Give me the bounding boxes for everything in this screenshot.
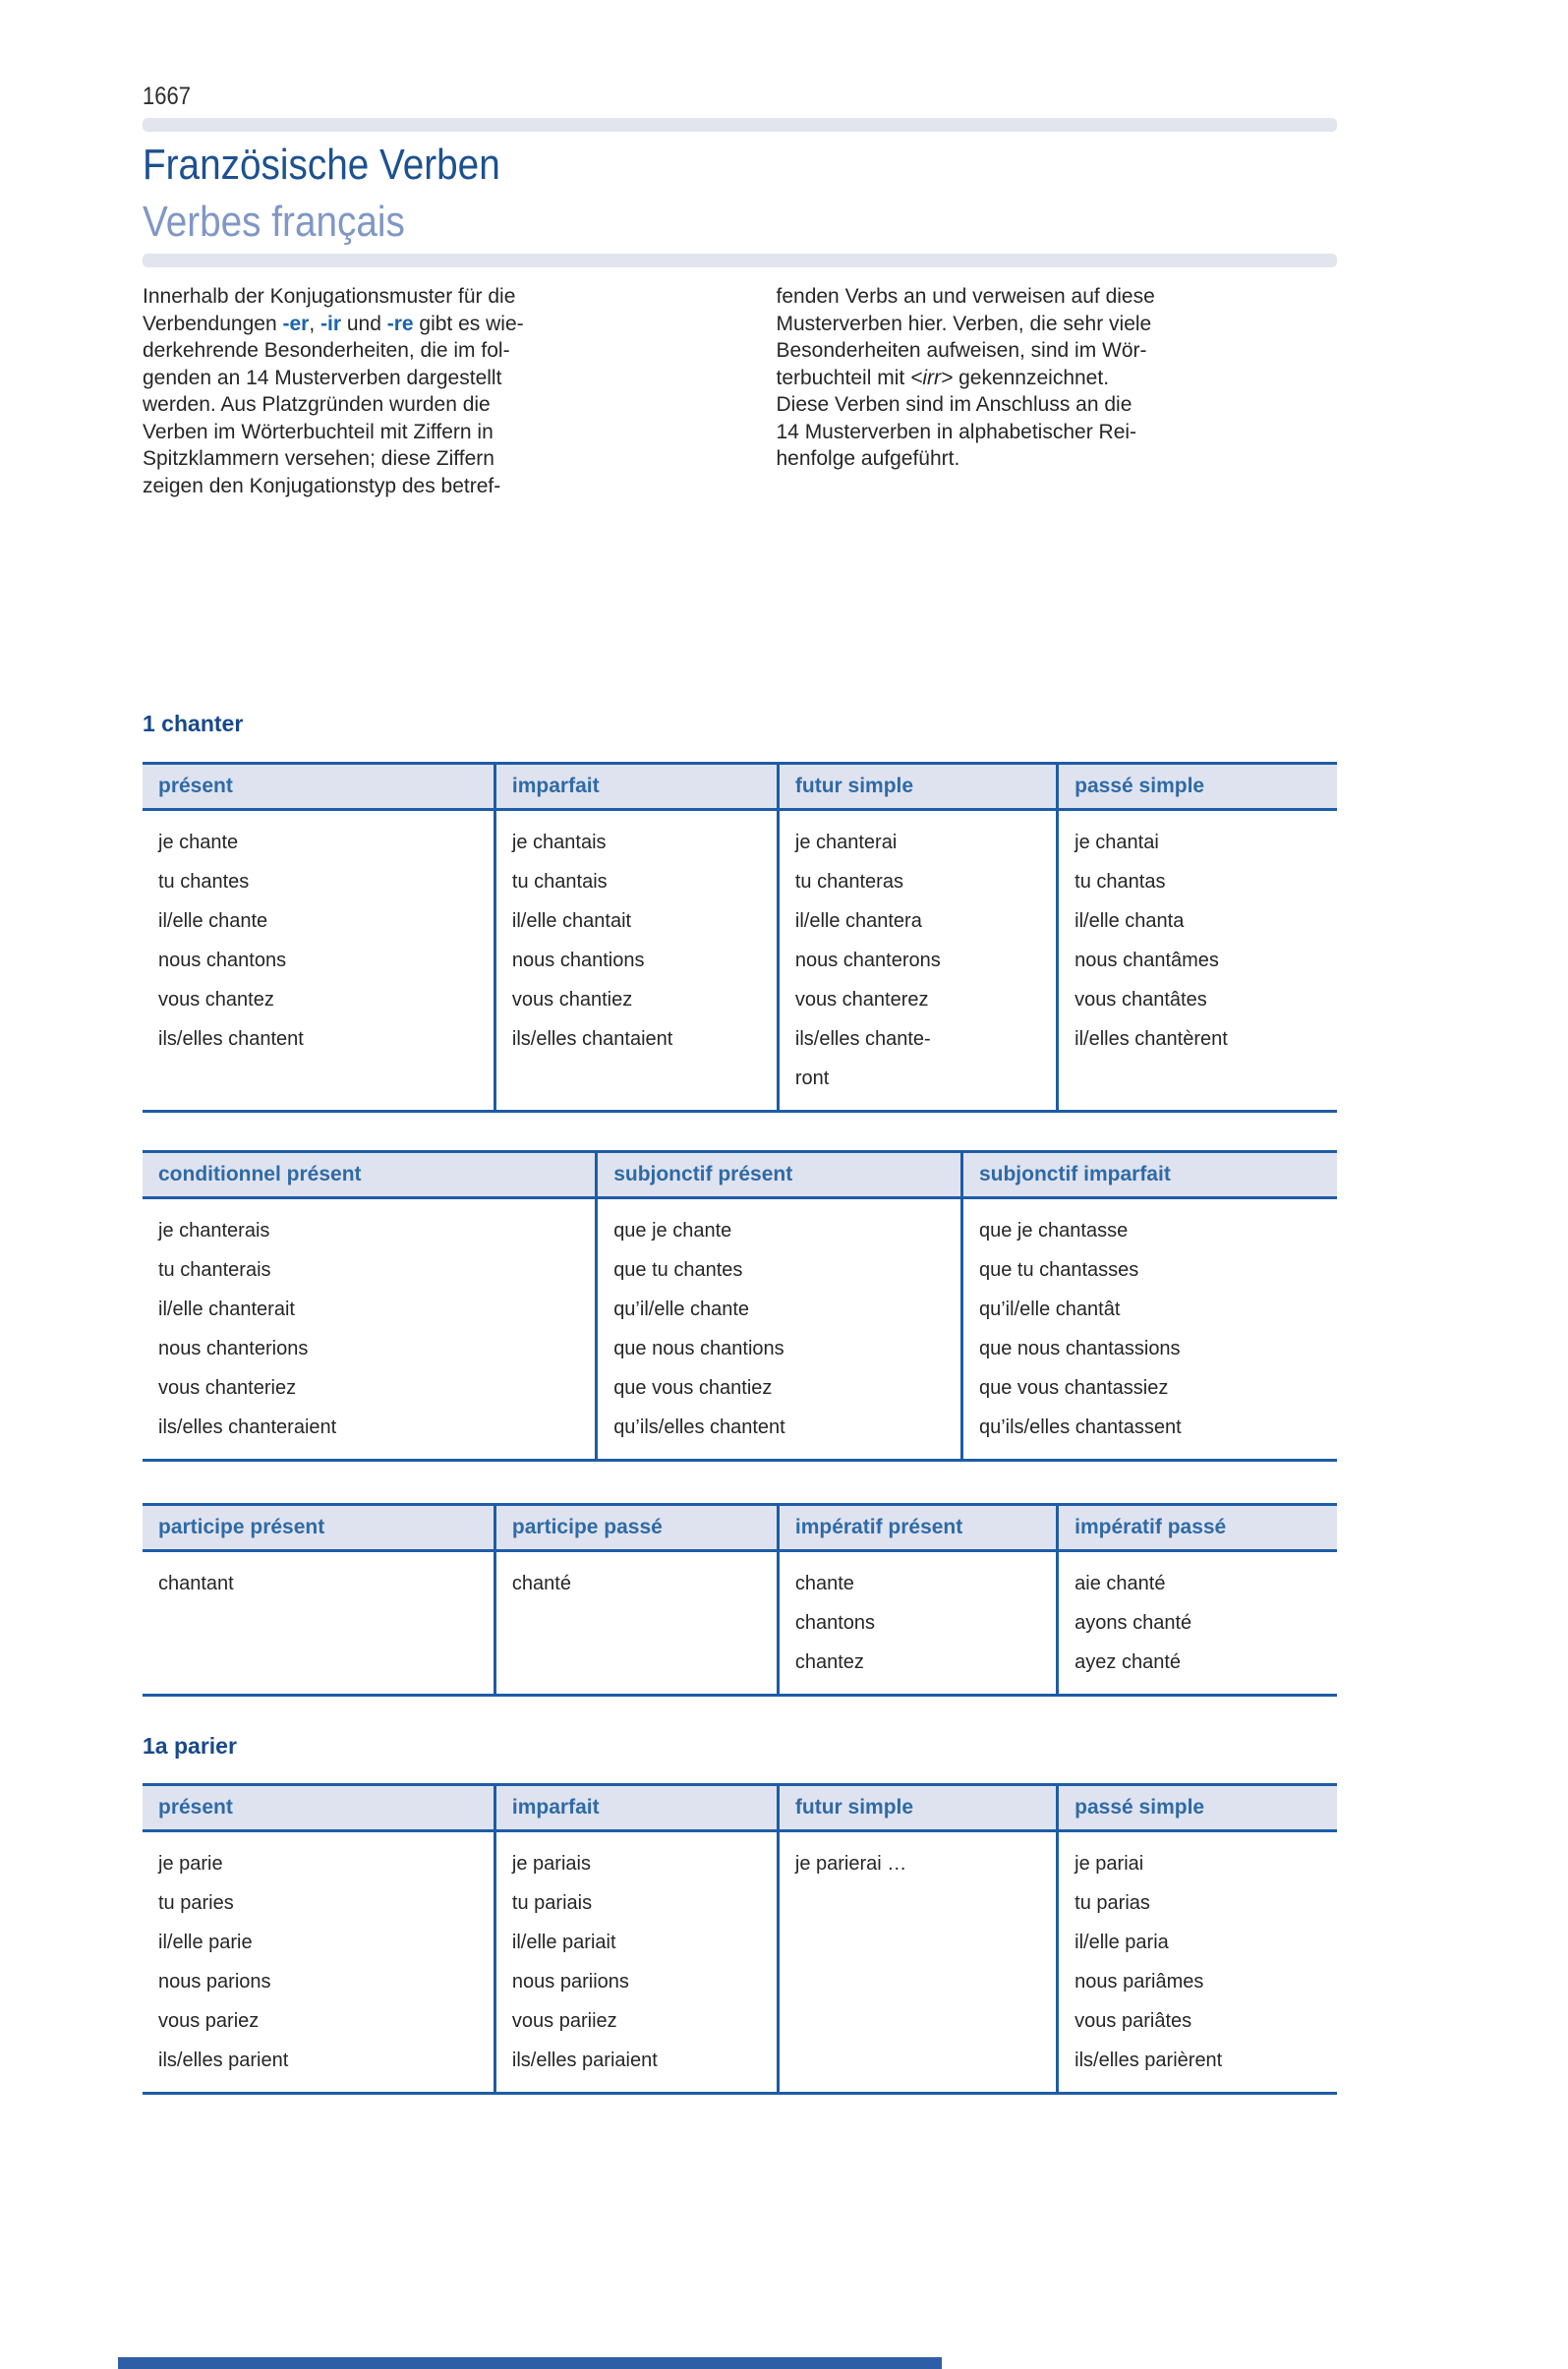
text-run: Musterverben hier. Verben, die sehr viele	[776, 312, 1152, 335]
conjugation-line: qu’ils/elles chantassent	[978, 1416, 1182, 1438]
conjugation-line: il/elle chantait	[511, 910, 632, 932]
text-run: werden. Aus Platzgründen wurden die	[143, 393, 491, 416]
table-body-row	[143, 1551, 1337, 1696]
text-line	[143, 365, 704, 392]
text-run: und	[341, 312, 387, 335]
column-header: impératif passé	[1058, 1505, 1337, 1551]
text-line	[143, 473, 704, 500]
text-line	[143, 311, 704, 338]
column-header: présent	[143, 764, 494, 810]
column-header: subjonctif imparfait	[961, 1152, 1337, 1198]
table-cell	[143, 1551, 494, 1696]
conjugation-line: chanté	[511, 1573, 571, 1594]
conjugation-line: ils/elles chanteraient	[158, 1416, 337, 1438]
page-number: 1667	[143, 83, 191, 110]
conjugation-line: tu paries	[158, 1892, 234, 1914]
text-run: derkehrende Besonderheiten, die im fol-	[143, 339, 510, 362]
text-line	[143, 391, 704, 419]
conjugation-line: que je chante	[613, 1220, 732, 1242]
conjugation-line: il/elle chanterait	[158, 1299, 295, 1320]
conjugation-line: tu chanterais	[158, 1259, 271, 1281]
text-run: gekennzeichnet.	[953, 366, 1110, 389]
conjugation-line: nous pariâmes	[1074, 1971, 1204, 1993]
table-cell	[143, 810, 494, 1112]
conjugation-line: vous chantiez	[511, 989, 633, 1011]
text-run: Diese Verben sind im Anschluss an die	[776, 393, 1132, 416]
conjugation-line: je chanterais	[158, 1220, 270, 1242]
conjugation-line: ils/elles chantaient	[511, 1028, 673, 1050]
text-line	[143, 337, 704, 365]
conjugation-line: vous chanteriez	[158, 1377, 297, 1399]
table-cell	[1058, 1551, 1337, 1696]
conjugation-line: que vous chantiez	[613, 1377, 773, 1399]
table-body-row	[143, 810, 1337, 1112]
table-chanter-conditionnel-subjonctif	[143, 1150, 1337, 1462]
conjugation-line: je chanterai	[794, 832, 898, 853]
conjugation-line: tu chantes	[158, 871, 250, 893]
footer-bar	[118, 2357, 942, 2369]
text-line	[143, 283, 704, 311]
conjugation-line: ayons chanté	[1074, 1612, 1192, 1634]
conjugation-line: il/elle chantera	[794, 910, 922, 932]
column-header: futur simple	[778, 1785, 1057, 1831]
conjugation-line: chantant	[158, 1573, 234, 1594]
table-chanter-main-tenses	[143, 762, 1337, 1113]
section-heading-parier: 1a parier	[143, 1733, 237, 1759]
conjugation-line: ayez chanté	[1074, 1651, 1182, 1673]
column-header: conditionnel présent	[143, 1152, 597, 1198]
conjugation-line: tu parias	[1074, 1892, 1150, 1914]
text-run: Besonderheiten aufweisen, sind im Wör-	[776, 339, 1147, 362]
conjugation-line: tu chanteras	[794, 871, 903, 893]
conjugation-line: chante	[794, 1573, 854, 1594]
table-parier-main-tenses	[143, 1783, 1337, 2095]
conjugation-line: je pariai	[1074, 1853, 1144, 1875]
text-run: Verben im Wörterbuchteil mit Ziffern in	[143, 420, 494, 443]
conjugation-line: nous chantâmes	[1074, 950, 1219, 971]
conjugation-line: je parierai …	[794, 1853, 907, 1875]
text-line	[777, 365, 1338, 392]
conjugation-line: tu chantais	[511, 871, 608, 893]
text-run: terbuchteil mit	[776, 366, 911, 389]
page-title-french: Verbes français	[143, 198, 405, 246]
column-header: présent	[143, 1785, 494, 1831]
table-header-row	[143, 764, 1337, 810]
accent-text: -re	[386, 312, 414, 335]
text-run: fenden Verbs an und verweisen auf diese	[776, 285, 1155, 308]
conjugation-table	[143, 762, 1337, 1113]
conjugation-line: il/elle parie	[158, 1932, 253, 1953]
page-content	[143, 0, 1337, 2095]
text-line	[777, 419, 1338, 446]
conjugation-line: qu’il/elle chante	[613, 1299, 750, 1320]
table-cell	[494, 810, 778, 1112]
conjugation-table	[143, 1150, 1337, 1462]
intro-right-column	[777, 283, 1338, 499]
conjugation-line: vous chantez	[158, 989, 274, 1011]
text-line	[143, 445, 704, 473]
conjugation-line: il/elle paria	[1074, 1932, 1169, 1953]
text-run: genden an 14 Musterverben dargestellt	[143, 366, 502, 389]
conjugation-line: que tu chantasses	[978, 1259, 1139, 1281]
conjugation-line: ront	[794, 1068, 830, 1089]
text-line	[777, 391, 1338, 419]
conjugation-line: je pariais	[511, 1853, 591, 1875]
intro-text	[143, 283, 1337, 499]
intro-left-column	[143, 283, 704, 499]
table-body-row	[143, 1831, 1337, 2094]
conjugation-line: je chante	[158, 832, 239, 853]
conjugation-line: vous pariâtes	[1074, 2010, 1192, 2032]
conjugation-line: vous pariiez	[511, 2010, 617, 2032]
text-line	[777, 311, 1338, 338]
table-cell	[597, 1198, 962, 1461]
text-run: gibt es wie-	[413, 312, 524, 335]
conjugation-table	[143, 1503, 1337, 1697]
table-cell	[778, 1551, 1057, 1696]
table-header-row	[143, 1785, 1337, 1831]
conjugation-line: ils/elles chantent	[158, 1028, 304, 1050]
text-run: henfolge aufgeführt.	[776, 447, 960, 470]
conjugation-line: aie chanté	[1074, 1573, 1166, 1594]
conjugation-line: ils/elles parient	[158, 2050, 289, 2071]
column-header: participe passé	[494, 1505, 778, 1551]
text-run: zeigen den Konjugationstyp des betref-	[143, 474, 501, 497]
conjugation-line: ils/elles chante-	[794, 1028, 931, 1050]
column-header: passé simple	[1058, 764, 1337, 810]
divider-bar-subtitle	[143, 254, 1337, 267]
text-run: Verbendungen	[143, 312, 283, 335]
text-run: Spitzklammern versehen; diese Ziffern	[143, 447, 494, 470]
conjugation-line: tu chantas	[1074, 871, 1166, 893]
column-header: futur simple	[778, 764, 1057, 810]
conjugation-line: vous chanterez	[794, 989, 929, 1011]
accent-text: -ir	[320, 312, 341, 335]
table-chanter-participe-imperatif	[143, 1503, 1337, 1697]
text-line	[777, 337, 1338, 365]
table-cell	[1058, 1831, 1337, 2094]
conjugation-line: vous pariez	[158, 2010, 260, 2032]
section-heading-chanter: 1 chanter	[143, 711, 244, 736]
text-run: 14 Musterverben in alphabetischer Rei-	[776, 420, 1137, 443]
conjugation-line: chantez	[794, 1651, 864, 1673]
conjugation-line: ils/elles pariaient	[511, 2050, 658, 2071]
conjugation-line: il/elle chante	[158, 910, 268, 932]
conjugation-line: nous pariions	[511, 1971, 629, 1993]
conjugation-line: nous chanterions	[158, 1338, 309, 1359]
italic-text: <irr>	[910, 366, 954, 389]
table-cell	[961, 1198, 1337, 1461]
column-header: subjonctif présent	[597, 1152, 962, 1198]
conjugation-line: qu’il/elle chantât	[978, 1299, 1121, 1320]
conjugation-line: vous chantâtes	[1074, 989, 1207, 1011]
table-cell	[143, 1198, 597, 1461]
table-cell	[778, 810, 1057, 1112]
column-header: passé simple	[1058, 1785, 1337, 1831]
page-title-german: Französische Verben	[143, 141, 500, 189]
conjugation-line: qu’ils/elles chantent	[613, 1416, 785, 1438]
text-run: Innerhalb der Konjugationsmuster für die	[143, 285, 516, 308]
conjugation-line: nous chantions	[511, 950, 645, 971]
conjugation-line: ils/elles parièrent	[1074, 2050, 1223, 2071]
column-header: participe présent	[143, 1505, 494, 1551]
divider-bar-top	[143, 118, 1337, 132]
conjugation-line: il/elles chantèrent	[1074, 1028, 1228, 1050]
accent-text: -er	[282, 312, 310, 335]
table-cell	[494, 1551, 778, 1696]
text-run: ,	[309, 312, 320, 335]
conjugation-line: chantons	[794, 1612, 876, 1634]
table-cell	[778, 1831, 1057, 2094]
conjugation-line: que vous chantassiez	[978, 1377, 1169, 1399]
text-line	[777, 445, 1338, 473]
table-cell	[143, 1831, 494, 2094]
conjugation-line: nous chanterons	[794, 950, 941, 971]
conjugation-line: nous chantons	[158, 950, 287, 971]
conjugation-line: que je chantasse	[978, 1220, 1129, 1242]
text-line	[777, 283, 1338, 311]
column-header: imparfait	[494, 764, 778, 810]
table-header-row	[143, 1505, 1337, 1551]
conjugation-line: il/elle chanta	[1074, 910, 1185, 932]
conjugation-line: que nous chantassions	[978, 1338, 1181, 1359]
table-cell	[1058, 810, 1337, 1112]
table-body-row	[143, 1198, 1337, 1461]
table-header-row	[143, 1152, 1337, 1198]
column-header: imparfait	[494, 1785, 778, 1831]
text-line	[143, 419, 704, 446]
column-header: impératif présent	[778, 1505, 1057, 1551]
conjugation-line: tu pariais	[511, 1892, 593, 1914]
conjugation-line: il/elle pariait	[511, 1932, 616, 1953]
table-cell	[494, 1831, 778, 2094]
conjugation-line: je chantais	[511, 832, 607, 853]
conjugation-line: je parie	[158, 1853, 223, 1875]
conjugation-table	[143, 1783, 1337, 2095]
conjugation-line: que nous chantions	[613, 1338, 784, 1359]
conjugation-line: nous parions	[158, 1971, 271, 1993]
conjugation-line: je chantai	[1074, 832, 1159, 853]
conjugation-line: que tu chantes	[613, 1259, 743, 1281]
